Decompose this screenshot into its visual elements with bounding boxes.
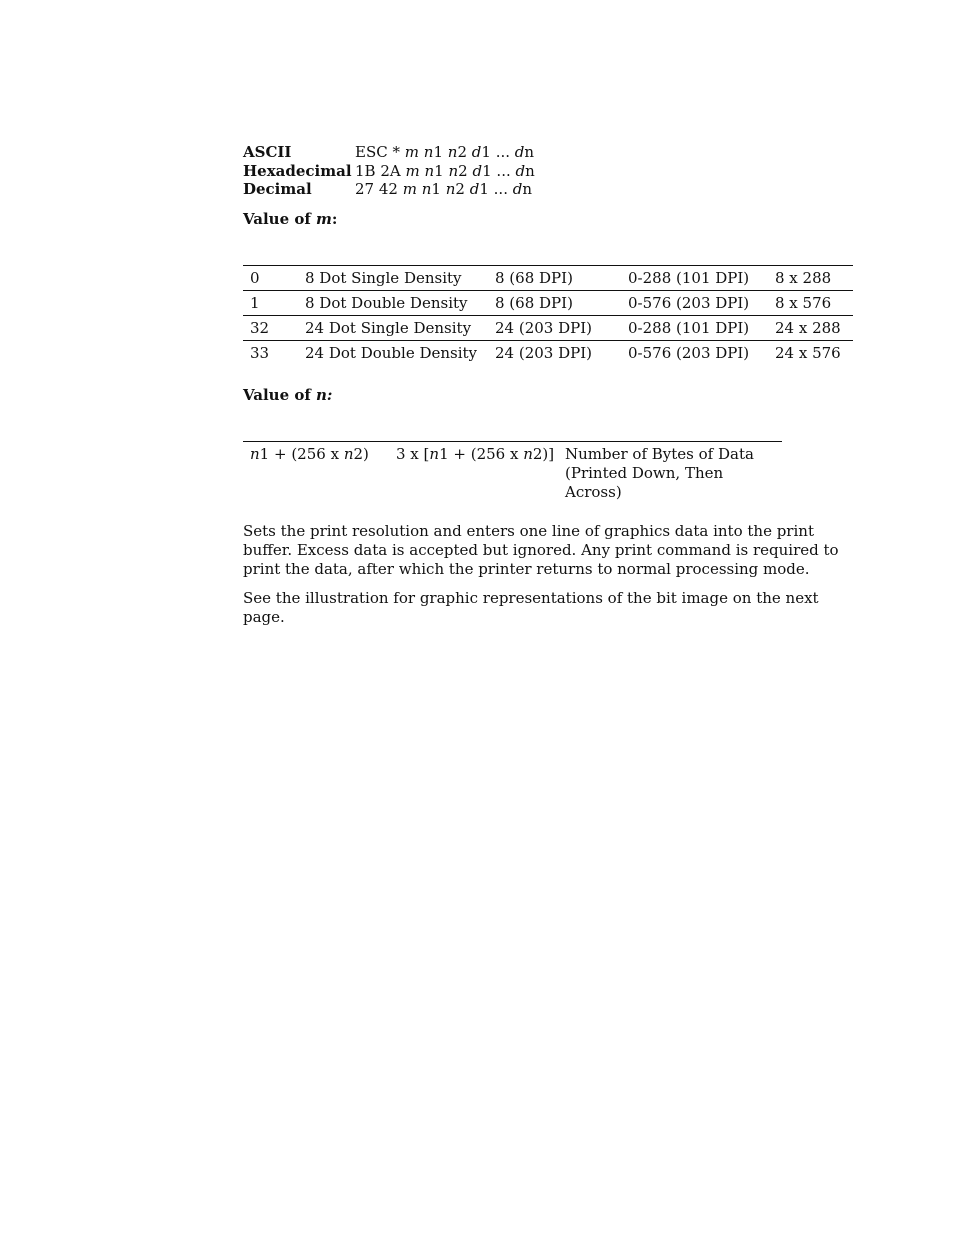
heading-var: n: bbox=[316, 385, 333, 404]
param-d: d bbox=[514, 143, 525, 161]
syntax-value bbox=[355, 162, 535, 181]
param-digit: 1 bbox=[479, 180, 489, 198]
size-cell: 8 x 576 bbox=[768, 290, 853, 315]
size-cell: 24 x 288 bbox=[768, 315, 853, 340]
formula-text: 1 + (256 x bbox=[259, 444, 344, 463]
param-digit: 1 bbox=[434, 161, 444, 180]
table-row bbox=[243, 441, 782, 505]
syntax-prefix: ESC * bbox=[355, 143, 405, 161]
syntax-value bbox=[355, 180, 535, 199]
value-of-n-heading bbox=[243, 385, 863, 405]
table-row bbox=[243, 265, 853, 290]
syntax-value bbox=[355, 143, 535, 162]
formula-text: 3 x [ bbox=[396, 444, 430, 463]
description-cell bbox=[558, 441, 782, 505]
syntax-row-ascii bbox=[243, 143, 535, 162]
param-n: n bbox=[445, 180, 456, 198]
table-row bbox=[243, 315, 853, 340]
param-digit: 2 bbox=[455, 180, 465, 198]
vertical-cell: 24 (203 DPI) bbox=[488, 315, 621, 340]
horizontal-cell: 0-576 (203 DPI) bbox=[621, 290, 768, 315]
param-m: m bbox=[404, 143, 419, 161]
table-row bbox=[243, 290, 853, 315]
param-ellipsis: ... bbox=[490, 143, 515, 161]
param-n: n bbox=[250, 444, 260, 463]
param-digit: 1 bbox=[481, 143, 491, 161]
syntax-row-decimal bbox=[243, 180, 535, 199]
param-suffix: n bbox=[522, 180, 533, 198]
param-digit: 2 bbox=[457, 143, 467, 161]
param-n: n bbox=[447, 143, 458, 161]
heading-var: m bbox=[316, 209, 332, 228]
syntax-prefix: 1B 2A bbox=[355, 161, 406, 180]
description-paragraph: Sets the print resolution and enters one line of graphics data into the print buffer. Excess data is accepted but ignored. Any print command is required to print the data, after which the printer returns to normal processing mode. bbox=[243, 521, 839, 578]
mode-cell: 24 Dot Single Density bbox=[298, 315, 488, 340]
vertical-cell: 24 (203 DPI) bbox=[488, 340, 621, 365]
mode-cell: 24 Dot Double Density bbox=[298, 340, 488, 365]
param-n: n bbox=[423, 143, 434, 161]
param-suffix: n bbox=[524, 143, 535, 161]
param-d: d bbox=[469, 180, 480, 198]
mode-cell: 8 Dot Single Density bbox=[305, 268, 462, 287]
formula-text: 2)] bbox=[532, 444, 555, 463]
syntax-label: Hexadecimal bbox=[243, 161, 352, 180]
command-reference bbox=[243, 143, 863, 627]
heading-text: Value of bbox=[243, 385, 317, 404]
n-values-table bbox=[243, 441, 782, 505]
param-n: n bbox=[523, 444, 533, 463]
formula-text: 2) bbox=[353, 444, 369, 463]
illustration-note: See the illustration for graphic representations of the bit image on the next page. bbox=[243, 588, 819, 626]
param-n: n bbox=[429, 444, 440, 463]
param-digit: 1 bbox=[433, 143, 443, 161]
bytes-formula-cell bbox=[389, 441, 558, 505]
horizontal-cell: 0-288 (101 DPI) bbox=[628, 268, 750, 287]
param-ellipsis: ... bbox=[488, 180, 513, 198]
param-m: m bbox=[405, 161, 420, 180]
param-d: d bbox=[515, 161, 526, 180]
heading-text: Value of bbox=[243, 209, 317, 228]
description-line: (Printed Down, Then Across) bbox=[565, 463, 724, 501]
syntax-label: Decimal bbox=[243, 180, 312, 198]
vertical-cell: 8 (68 DPI) bbox=[495, 268, 573, 287]
param-suffix: n bbox=[525, 161, 535, 180]
param-d: d bbox=[472, 161, 483, 180]
param-digit: 2 bbox=[458, 161, 468, 180]
mode-cell: 8 Dot Double Density bbox=[298, 290, 488, 315]
formula-text: 1 + (256 x bbox=[439, 444, 524, 463]
size-cell: 8 x 288 bbox=[775, 268, 832, 287]
param-n: n bbox=[424, 161, 435, 180]
vertical-cell: 8 (68 DPI) bbox=[488, 290, 621, 315]
m-value-cell: 1 bbox=[243, 290, 298, 315]
description-line: Number of Bytes of Data bbox=[565, 444, 754, 463]
param-n: n bbox=[343, 444, 354, 463]
param-d: d bbox=[471, 143, 482, 161]
value-of-m-heading bbox=[243, 209, 863, 229]
table-row bbox=[243, 340, 853, 365]
param-ellipsis: ... bbox=[491, 161, 516, 180]
command-syntax-table bbox=[243, 143, 535, 199]
syntax-row-hex bbox=[243, 162, 535, 181]
horizontal-cell: 0-576 (203 DPI) bbox=[621, 340, 768, 365]
heading-colon: : bbox=[331, 209, 338, 228]
syntax-label: ASCII bbox=[243, 143, 292, 161]
param-n: n bbox=[448, 161, 459, 180]
m-value-cell: 33 bbox=[243, 340, 298, 365]
m-value-cell: 0 bbox=[250, 268, 260, 287]
param-digit: 1 bbox=[431, 180, 441, 198]
syntax-prefix: 27 42 bbox=[355, 180, 403, 198]
m-values-table bbox=[243, 265, 853, 365]
param-n: n bbox=[421, 180, 432, 198]
param-digit: 1 bbox=[482, 161, 492, 180]
param-d: d bbox=[512, 180, 523, 198]
size-cell: 24 x 576 bbox=[768, 340, 853, 365]
n-formula-cell bbox=[243, 441, 389, 505]
param-m: m bbox=[402, 180, 417, 198]
m-value-cell: 32 bbox=[243, 315, 298, 340]
horizontal-cell: 0-288 (101 DPI) bbox=[621, 315, 768, 340]
